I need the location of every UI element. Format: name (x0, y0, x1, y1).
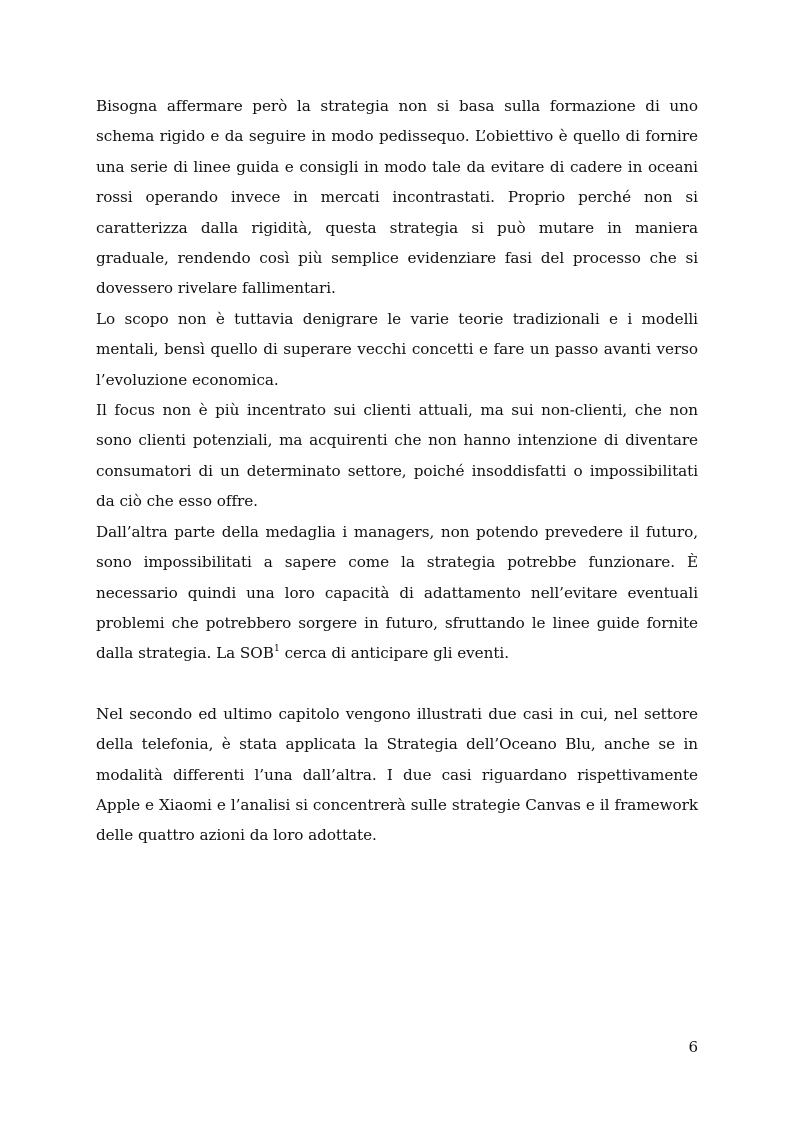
page-number: 6 (688, 1038, 698, 1056)
paragraph-managers (96, 517, 698, 669)
paragraph-managers-text-end: cerca di anticipare gli eventi. (279, 644, 509, 663)
paragraph-second-chapter: Nel secondo ed ultimo capitolo vengono illustrati due casi in cui, nel settore della telefonia, è stata applicata la Strategia dell’Oceano Blu, anche se in modalità differenti l’una dall’altra. I due casi riguardano rispettivamente Apple e Xiaomi e l’analisi si concentrerà sulle strategie Canvas e il framework delle quattro azioni da loro adottate. (96, 704, 698, 845)
paragraph-focus-non-clients: Il focus non è più incentrato sui clienti attuali, ma sui non-clienti, che non sono clienti potenziali, ma acquirenti che non hanno intenzione di diventare consumatori di un determinato settore, poiché insoddisfatti o impossibilitati da ciò che esso offre. (96, 401, 698, 511)
paragraph-purpose: Lo scopo non è tuttavia denigrare le varie teorie tradizionali e i modelli mentali, bensì quello di superare vecchi concetti e fare un passo avanti verso l’evoluzione economica. (96, 309, 698, 389)
body-text (96, 91, 698, 851)
paragraph-strategy-flexibility: Bisogna affermare però la strategia non si basa sulla formazione di uno schema rigido e da seguire in modo pedissequo. L’obiettivo è quello di fornire una serie di linee guida e consigli in modo tale da evitare di cadere in oceani rossi operando invece in mercati incontrastati. Proprio perché non si caratterizza dalla rigidità, questa strategia si può mutare in maniera graduale, rendendo così più semplice evidenziare fasi del processo che si dovessero rivelare fallimentari. (96, 97, 698, 298)
paragraph-managers-text: Dall’altra parte della medaglia i managers, non potendo prevedere il futuro, sono impossibilitati a sapere come la strategia potrebbe funzionare. È necessario quindi una loro capacità di adattamento nell’evitare eventuali problemi che potrebbero sorgere in futuro, sfruttando le linee guide fornite dalla strategia. La SOB (96, 522, 698, 663)
footnote-reference[interactable]: 1 (273, 643, 280, 655)
